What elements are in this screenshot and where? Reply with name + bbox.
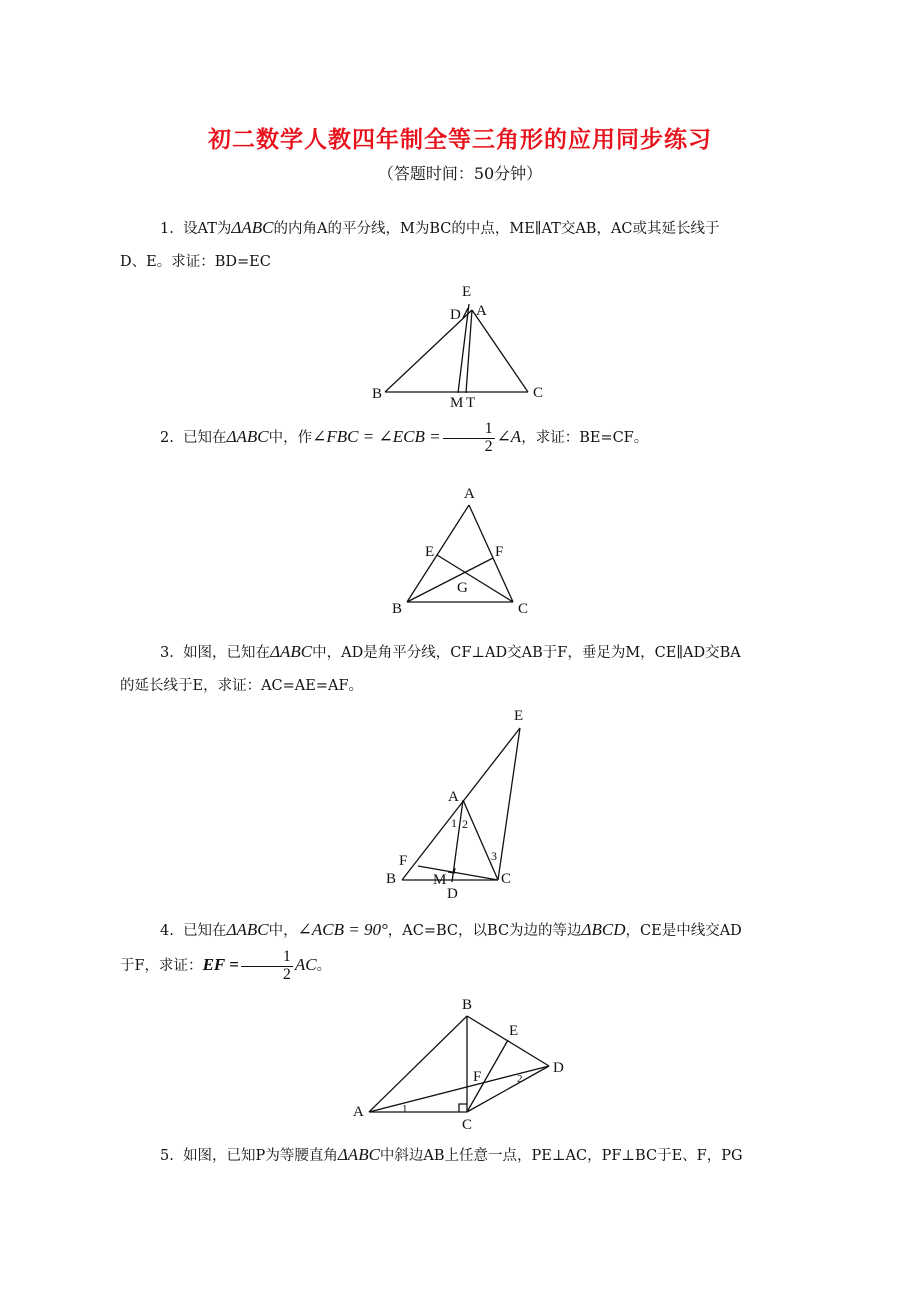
figure-4: [345, 992, 575, 1132]
label-B: B: [462, 997, 473, 1013]
math-expression: AC: [294, 955, 317, 974]
label-F: F: [399, 853, 408, 869]
problem-number: 1.: [160, 221, 174, 237]
label-F: F: [473, 1069, 482, 1085]
label-D: D: [447, 886, 458, 902]
edge: [402, 728, 520, 880]
label-C: C: [462, 1117, 473, 1133]
problem-number: 5.: [160, 1148, 174, 1164]
problem-4: 4. 已知在ΔABC中，∠ACB = 90°，AC=BC，以BC为边的等边ΔBCD，CE是中线交AD 于F，求证：EF = $\frac{1}{2}$ AC。: [120, 920, 742, 983]
problem-1: 1. 设AT为ΔABC的内角A的平分线，M为BC的中点，ME∥AT交AB，AC或其延长线于 D、E。求证：BD=EC: [120, 218, 720, 270]
page-title: 初二数学人教四年制全等三角形的应用同步练习: [208, 126, 712, 153]
label-E: E: [509, 1023, 519, 1039]
math-symbol: ΔABC: [270, 642, 313, 661]
label-B: B: [372, 386, 383, 402]
page-subtitle: （答题时间：50分钟）: [377, 164, 543, 183]
problem-number: 3.: [160, 645, 174, 661]
math-expression: ∠FBC = ∠ECB =: [312, 427, 441, 446]
label-D: D: [553, 1060, 564, 1076]
label-M: M: [450, 395, 464, 411]
figure-2: [385, 480, 545, 620]
label-F: F: [495, 544, 504, 560]
math-expression: ∠ACB = 90°: [297, 920, 388, 939]
label-A: A: [353, 1104, 364, 1120]
label-B: B: [386, 871, 397, 887]
edge: [472, 310, 528, 392]
figure-3: [380, 700, 550, 900]
fraction: $\frac{1}{2}$: [241, 949, 293, 984]
math-symbol: ΔABC: [226, 920, 269, 939]
angle-1: 1: [451, 816, 457, 830]
problem-number: 4.: [160, 923, 174, 939]
label-C: C: [533, 385, 544, 401]
angle-2: 2: [462, 817, 468, 831]
angle-1: 1: [402, 1103, 408, 1115]
math-symbol: ΔABC: [231, 218, 274, 237]
problem-number: 2.: [160, 430, 174, 446]
problem-5: 5. 如图，已知P为等腰直角ΔABC中斜边AB上任意一点，PE⊥AC，PF⊥BC于E、F，PG: [160, 1145, 743, 1164]
edge: [407, 558, 493, 602]
label-E: E: [462, 284, 472, 300]
problem-3: 3. 如图，已知在ΔABC中，AD是角平分线，CF⊥AD交AB于F，垂足为M，CE∥AD交BA 的延长线于E，求证：AC=AE=AF。: [120, 642, 741, 694]
math-angle: ∠A: [496, 427, 522, 446]
edge: [469, 505, 513, 602]
label-C: C: [501, 871, 512, 887]
edge: [463, 800, 498, 880]
label-E: E: [425, 544, 435, 560]
label-A: A: [464, 486, 475, 502]
label-C: C: [518, 601, 529, 617]
label-T: T: [466, 395, 476, 411]
edge: [452, 800, 463, 882]
math-symbol: ΔABC: [337, 1145, 380, 1164]
figure-1: [370, 280, 550, 410]
math-symbol: ΔBCD: [581, 920, 626, 939]
label-M: M: [433, 872, 447, 888]
edge: [418, 866, 498, 880]
fraction: $\frac{1}{2}$: [443, 421, 495, 456]
problem-2: 2. 已知在ΔABC中，作∠FBC = ∠ECB = $\frac{1}{2}$ ∠A，求证：BE=CF。: [160, 419, 649, 455]
right-angle-mark: [459, 1104, 467, 1112]
label-G: G: [457, 580, 468, 596]
edge: [369, 1016, 467, 1112]
math-expression: EF =: [202, 955, 239, 974]
label-A: A: [448, 789, 459, 805]
label-D: D: [450, 307, 461, 323]
edge: [498, 728, 520, 880]
edge: [437, 555, 513, 602]
label-E: E: [514, 708, 524, 724]
angle-3: 3: [491, 849, 497, 863]
math-symbol: ΔABC: [226, 427, 269, 446]
label-A: A: [476, 303, 487, 319]
angle-2: 2: [517, 1073, 523, 1085]
label-B: B: [392, 601, 403, 617]
